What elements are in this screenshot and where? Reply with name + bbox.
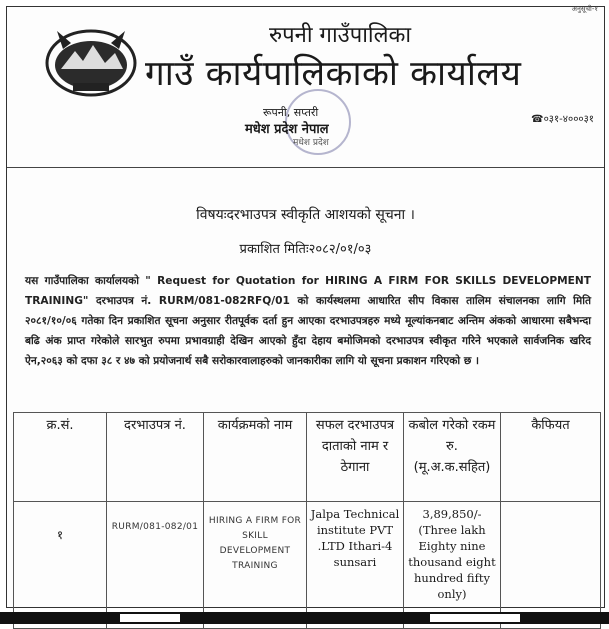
government-emblem-icon: [43, 21, 139, 99]
header-program: कार्यक्रमको नाम: [204, 413, 307, 502]
notice-body: यस गाउँपालिका कार्यालयको " Request for Quotation for HIRING A FIRM FOR SKILLS DEVELOPMENT TRAINING" दरभाउपत्र नं. RURM/081-082RFQ/01 को कार्यस्थलमा आधारित सीप विकास तालिम संचालनका लागि मिति २०८१/१०/०६ गतेका दिन प्रकाशित सूचना अनुसार रीतपूर्वक दर्ता हुन आएका दरभाउपत्रहरु मध्ये मूल्यांकनबाट अन्तिम अंकको आधारमा सबैभन्दा बढि अंक प्राप्त गरेकोले सारभुत रुपमा प्रभावग्राही देखिन आएको हुँदा देहाय बमोजिमको दरभाउपत्र स्वीकृत गरिने भएकाले सार्वजनिक खरिद ऐन,२०६३ को दफा ३८ र ४७ को प्रयोजनार्थ सबै सरोकारवालाहरुको जानकारीका लागि यो सूचना प्रकाशन गरिएको छ ।: [25, 275, 591, 367]
notice-page: [6, 6, 605, 608]
table-header-row: [14, 413, 601, 502]
signatory-title: रूपनी, सप्तरी: [263, 106, 319, 119]
stamp-text: मधेश प्रदेश: [293, 138, 329, 148]
notice-subject: विषयःदरभाउपत्र स्वीकृति आशयको सूचना ।: [196, 207, 415, 223]
award-table: [13, 412, 601, 629]
cell-bidder: Jalpa Technical institute PVT .LTD Ithari-4 sunsari: [307, 502, 404, 629]
scan-edge-artifact: [0, 612, 609, 624]
cell-remarks: [501, 502, 601, 629]
header-remarks: कैफियत: [501, 413, 601, 502]
phone-number: ☎०३१-४०००३१: [531, 114, 594, 125]
cell-amount: 3,89,850/- (Three lakh Eighty nine thousand eight hundred fifty only): [404, 502, 501, 629]
table-row: [14, 502, 601, 629]
signature-stamp-block: [245, 105, 365, 165]
cell-program: HIRING A FIRM FOR SKILL DEVELOPMENT TRAINING: [204, 502, 307, 629]
header-amount: कबोल गरेको रकम रु. (मू.अ.क.सहित): [404, 413, 501, 502]
header-serial: क्र.सं.: [14, 413, 107, 502]
header-bid-number: दरभाउपत्र नं.: [107, 413, 204, 502]
municipality-name: रुपनी गाउँपालिका: [269, 23, 412, 48]
header-bidder: सफल दरभाउपत्र दाताको नाम र ठेगाना: [307, 413, 404, 502]
cell-serial: १: [14, 502, 107, 629]
top-note: अनुसूची-१: [571, 5, 598, 13]
signatory-name: मधेश प्रदेश नेपाल: [245, 122, 329, 137]
cell-bid-number: RURM/081-082/01: [107, 502, 204, 629]
published-date: प्रकाशित मितिः२०८२/०१/०३: [239, 242, 372, 257]
header-divider: [7, 167, 604, 168]
office-title: गाउँ कार्यपालिकाको कार्यालय: [145, 54, 522, 94]
